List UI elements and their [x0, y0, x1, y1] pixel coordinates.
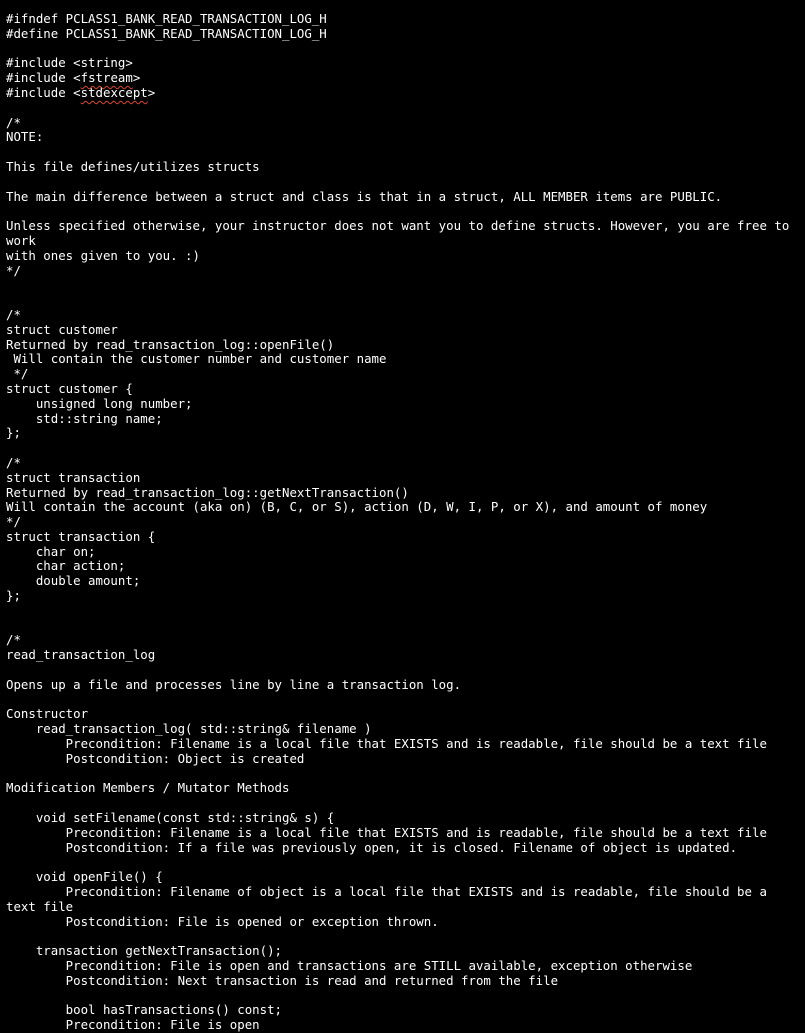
- code-line: [6, 441, 803, 456]
- code-line: std::string name;: [6, 410, 163, 426]
- code-line: The main difference between a struct and class is that in a struct, ALL MEMBER items are PUBLIC.: [6, 188, 723, 204]
- code-line: Precondition: Filename is a local file that EXISTS and is readable, file should be a text file: [6, 824, 767, 840]
- code-line: struct transaction: [6, 469, 141, 485]
- code-line: #include <fstream>: [6, 70, 141, 86]
- code-line: [6, 278, 803, 293]
- code-line: Precondition: File is open: [6, 1017, 260, 1033]
- code-line: /*: [6, 306, 21, 322]
- code-line: Precondition: Filename is a local file that EXISTS and is readable, file should be a text file: [6, 736, 767, 752]
- code-line: Returned by read_transaction_log::openFile(): [6, 336, 335, 352]
- code-line: [6, 663, 803, 678]
- code-line: [6, 619, 803, 634]
- code-line: Modification Members / Mutator Methods: [6, 780, 290, 796]
- code-line: [6, 42, 803, 57]
- code-line: */: [6, 366, 29, 382]
- code-line: struct transaction {: [6, 528, 156, 544]
- code-line: double amount;: [6, 573, 141, 589]
- code-line: [6, 989, 803, 1004]
- code-line: text file: [6, 898, 74, 914]
- code-line: Returned by read_transaction_log::getNextTransaction(): [6, 484, 409, 500]
- code-line: [6, 175, 803, 190]
- code-text-area[interactable]: [6, 12, 803, 1033]
- code-line: [6, 767, 803, 782]
- code-line: */: [6, 262, 21, 278]
- code-line: [6, 693, 803, 708]
- code-line: Postcondition: Object is created: [6, 750, 305, 766]
- code-line: work: [6, 232, 36, 248]
- code-line: #include <string>: [6, 55, 133, 71]
- code-line: Postcondition: Next transaction is read and returned from the file: [6, 972, 559, 988]
- code-line: /*: [6, 632, 21, 648]
- code-line: void setFilename(const std::string& s) {: [6, 810, 335, 826]
- code-line: struct customer: [6, 321, 118, 337]
- code-line: Postcondition: File is opened or exception thrown.: [6, 913, 439, 929]
- code-line: Opens up a file and processes line by line a transaction log.: [6, 676, 462, 692]
- code-line: Unless specified otherwise, your instructor does not want you to define structs. However, you are free to: [6, 218, 790, 234]
- code-line: Precondition: Filename of object is a local file that EXISTS and is readable, file should be a: [6, 884, 767, 900]
- code-line: read_transaction_log( std::string& filename ): [6, 721, 372, 737]
- code-line: };: [6, 588, 21, 604]
- code-line: #define PCLASS1_BANK_READ_TRANSACTION_LOG_H: [6, 25, 327, 41]
- code-line: char action;: [6, 558, 126, 574]
- code-line: };: [6, 425, 21, 441]
- code-line: Will contain the customer number and customer name: [6, 351, 387, 367]
- code-line: Postcondition: If a file was previously open, it is closed. Filename of object is updated.: [6, 839, 738, 855]
- code-line: Constructor: [6, 706, 89, 722]
- code-line: Precondition: File is open and transactions are STILL available, exception otherwise: [6, 958, 693, 973]
- code-line: [6, 855, 803, 870]
- spelling-error-underline: stdexcept: [80, 84, 148, 100]
- code-line: [6, 929, 803, 944]
- code-line: /*: [6, 114, 21, 130]
- code-line: char on;: [6, 543, 96, 559]
- code-line: [6, 145, 803, 160]
- code-line: #include <stdexcept>: [6, 84, 156, 100]
- spelling-error-underline: fstream: [80, 70, 133, 86]
- code-line: This file defines/utilizes structs: [6, 158, 260, 174]
- code-line: [6, 204, 803, 219]
- code-line: [6, 293, 803, 308]
- code-line: transaction getNextTransaction();: [6, 943, 283, 959]
- code-line: void openFile() {: [6, 869, 163, 885]
- code-line: NOTE:: [6, 129, 44, 145]
- code-line: bool hasTransactions() const;: [6, 1002, 283, 1018]
- code-line: /*: [6, 454, 21, 470]
- code-line: [6, 796, 803, 811]
- code-line: struct customer {: [6, 380, 133, 396]
- code-line: unsigned long number;: [6, 395, 193, 411]
- code-line: read_transaction_log: [6, 647, 156, 663]
- code-line: #ifndef PCLASS1_BANK_READ_TRANSACTION_LOG_H: [6, 11, 327, 26]
- code-line: */: [6, 514, 21, 530]
- code-line: with ones given to you. :): [6, 247, 200, 263]
- code-line: [6, 101, 803, 116]
- code-line: Will contain the account (aka on) (B, C, or S), action (D, W, I, P, or X), and amount of money: [6, 499, 708, 515]
- code-line: [6, 604, 803, 619]
